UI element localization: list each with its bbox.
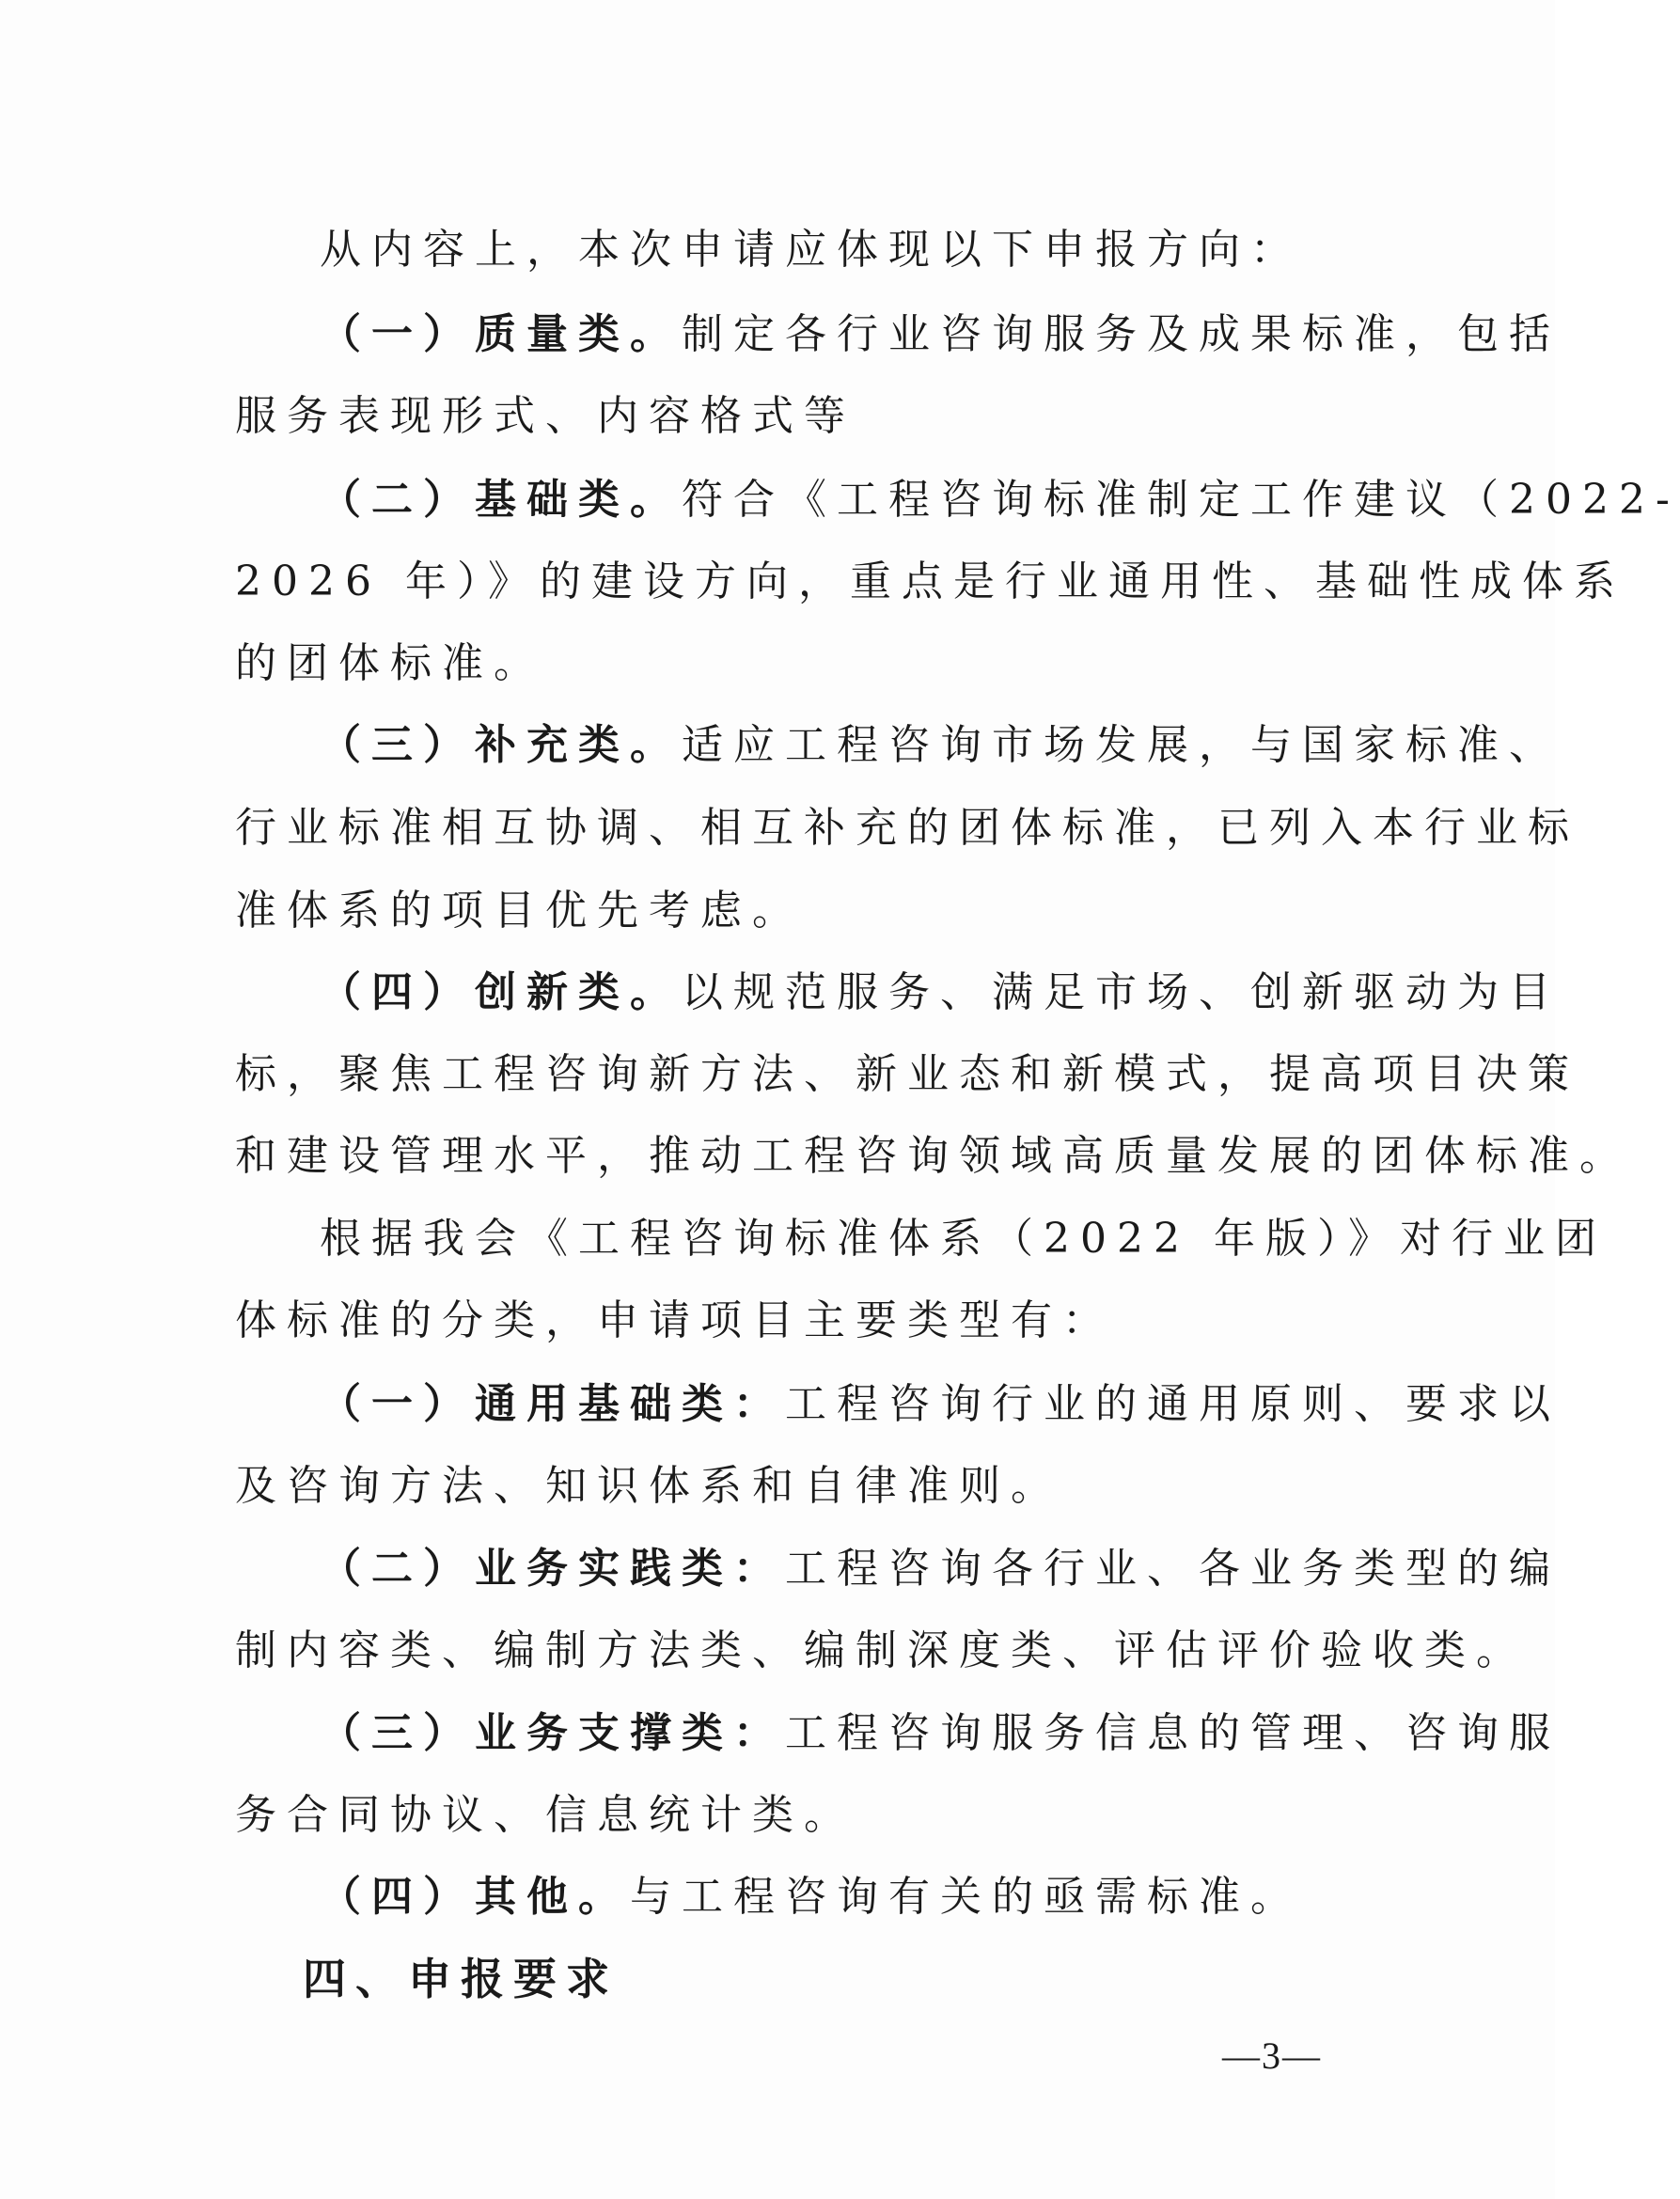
types-paragraph: 根据我会《工程咨询标准体系（2022 年版）》对行业团 [320,1215,1607,1263]
quality-item-title: （一）质量类。 [320,310,682,358]
business-practice-item-title: （二）业务实践类： [320,1545,785,1593]
general-basic-item-title: （一）通用基础类： [320,1380,785,1428]
business-practice-item [320,1541,1561,1597]
general-basic-item-text: 工程咨询行业的通用原则、要求以 [785,1380,1561,1428]
quality-item-text: 制定各行业咨询服务及成果标准，包括 [682,310,1561,358]
business-support-item-cont: 务合同协议、信息统计类。 [235,1791,856,1839]
supplement-item-text: 适应工程咨询市场发展，与国家标准、 [682,721,1561,769]
quality-item [320,306,1561,363]
supplement-item-title: （三）补充类。 [320,721,682,769]
basic-item-title: （二）基础类。 [320,476,682,524]
other-item [320,1869,1302,1925]
general-basic-item [320,1376,1561,1433]
innovation-item-title: （四）创新类。 [320,968,682,1016]
general-basic-item-cont: 及咨询方法、知识体系和自律准则。 [235,1462,1062,1510]
basic-item-text: 符合《工程咨询标准制定工作建议（2022- [682,476,1680,524]
quality-item-cont: 服务表现形式、内容格式等 [235,392,856,440]
innovation-item-cont-1: 标，聚焦工程咨询新方法、新业态和新模式，提高项目决策 [235,1050,1579,1098]
business-support-item [320,1705,1561,1762]
basic-item-cont-1: 2026 年）》的建设方向，重点是行业通用性、基础性成体系 [235,558,1625,605]
business-practice-item-cont: 制内容类、编制方法类、编制深度类、评估评价验收类。 [235,1626,1528,1674]
section-heading: 四、申报要求 [303,1954,619,2004]
business-support-item-title: （三）业务支撑类： [320,1709,785,1757]
intro-paragraph: 从内容上，本次申请应体现以下申报方向： [320,226,1302,274]
basic-item [320,472,1680,528]
supplement-item [320,717,1561,774]
supplement-item-cont-2: 准体系的项目优先考虑。 [235,887,804,935]
business-practice-item-text: 工程咨询各行业、各业务类型的编 [785,1545,1561,1593]
innovation-item [320,965,1561,1021]
basic-item-cont-2: 的团体标准。 [235,639,545,687]
innovation-item-text: 以规范服务、满足市场、创新驱动为目 [682,968,1561,1016]
other-item-title: （四）其他。 [320,1873,630,1921]
types-paragraph-cont: 体标准的分类，申请项目主要类型有： [235,1296,1114,1344]
page-number: —3— [1222,2034,1322,2077]
supplement-item-cont-1: 行业标准相互协调、相互补充的团体标准，已列入本行业标 [235,804,1579,852]
innovation-item-cont-2: 和建设管理水平，推动工程咨询领域高质量发展的团体标准。 [235,1132,1631,1180]
other-item-text: 与工程咨询有关的亟需标准。 [630,1873,1302,1921]
business-support-item-text: 工程咨询服务信息的管理、咨询服 [785,1709,1561,1757]
